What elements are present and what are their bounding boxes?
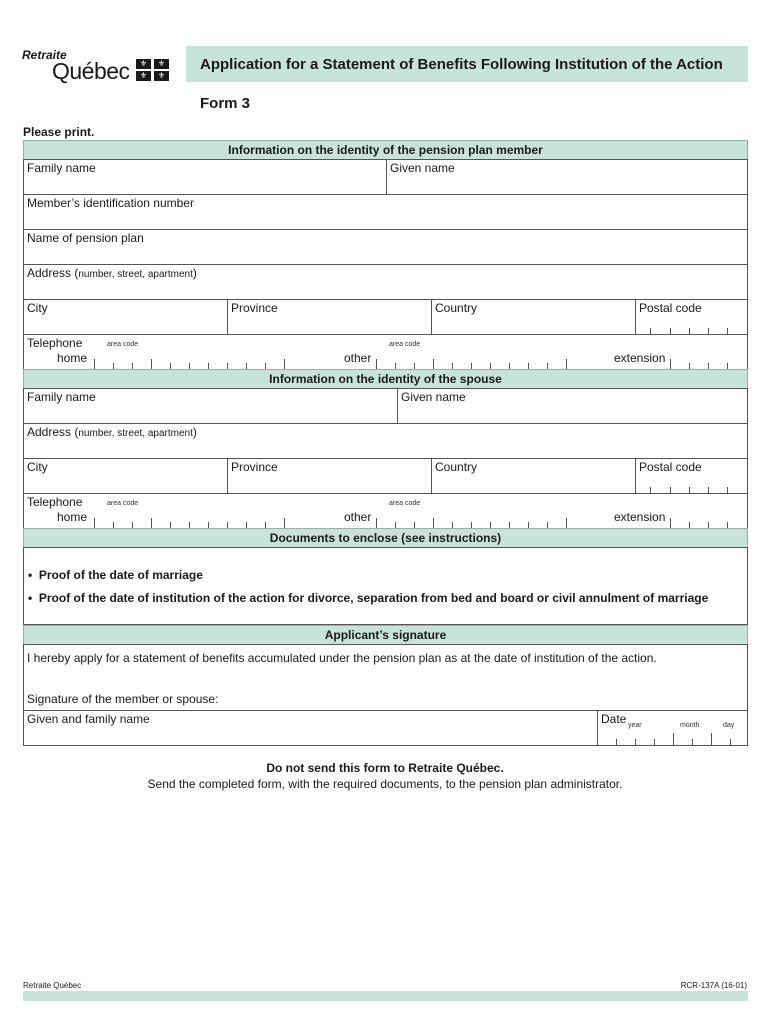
- logo-subtitle: Retraite: [22, 48, 67, 62]
- member-city-field[interactable]: City: [27, 301, 48, 315]
- spouse-name-row: [23, 388, 748, 424]
- send-instruction: Send the completed form, with the required documents, to the pension plan administrator.: [147, 777, 623, 791]
- spouse-telephone-row: Telephone area code area code home other extension: [23, 493, 748, 529]
- spouse-telephone-label: Telephone: [27, 495, 83, 509]
- documents-list: [23, 547, 748, 625]
- spouse-given-name-field[interactable]: Given name: [397, 389, 398, 423]
- document-item-action: • Proof of the date of institution of the action for divorce, separation from bed and board or civil annulment of marriage: [28, 591, 709, 605]
- signature-statement: I hereby apply for a statement of benefits accumulated under the pension plan as at the date of institution of the action.: [27, 651, 657, 665]
- member-telephone-label: Telephone: [27, 336, 83, 350]
- spouse-extension-field[interactable]: extension: [614, 510, 666, 524]
- spouse-country-field[interactable]: Country: [431, 459, 432, 493]
- member-country-field[interactable]: Country: [431, 300, 432, 334]
- footer-organization: Retraite Québec: [23, 981, 82, 990]
- do-not-send-warning: Do not send this form to Retraite Québec.: [266, 761, 504, 775]
- member-province-field[interactable]: Province: [227, 300, 228, 334]
- logo-wordmark: Québec: [52, 58, 130, 84]
- spouse-province-field[interactable]: Province: [227, 459, 228, 493]
- member-address-field[interactable]: Address (number, street, apartment): [23, 264, 748, 300]
- member-id-number-field[interactable]: Member’s identification number: [23, 194, 748, 230]
- member-other-phone-field[interactable]: other: [344, 351, 372, 365]
- spouse-home-phone-field[interactable]: home: [57, 510, 88, 524]
- spouse-address-field[interactable]: Address (number, street, apartment): [23, 423, 748, 459]
- spouse-postal-code-field[interactable]: Postal code: [635, 459, 636, 493]
- member-family-name-field[interactable]: Family name: [27, 161, 96, 175]
- member-postal-code-field[interactable]: Postal code: [635, 300, 636, 334]
- member-given-name-field[interactable]: Given name: [386, 160, 387, 194]
- please-print-note: Please print.: [23, 125, 95, 139]
- quebec-flag-icon: ⚜ ⚜ ⚜ ⚜: [136, 59, 170, 81]
- member-telephone-row: Telephone area code area code home other extension: [23, 334, 748, 370]
- footer-band: [23, 991, 748, 1001]
- member-section-heading: Information on the identity of the pension plan member: [23, 140, 748, 160]
- spouse-other-phone-field[interactable]: other: [344, 510, 372, 524]
- form-title-band: [186, 46, 748, 82]
- retraite-quebec-logo: [22, 48, 172, 88]
- member-name-row: [23, 159, 748, 195]
- documents-section-heading: Documents to enclose (see instructions): [23, 528, 748, 548]
- given-family-name-field[interactable]: Given and family name: [27, 712, 150, 726]
- signature-section-heading: Applicant’s signature: [23, 625, 748, 645]
- form-title: Application for a Statement of Benefits Following Institution of the Action: [200, 56, 723, 73]
- signature-statement-box: [23, 644, 748, 711]
- footer-form-code: RCR-137A (16-01): [680, 981, 747, 990]
- form-number: Form 3: [200, 95, 251, 112]
- signature-name-row: [23, 710, 748, 746]
- signature-date-field[interactable]: Date year month day: [597, 711, 598, 745]
- spouse-family-name-field[interactable]: Family name: [27, 390, 96, 404]
- member-extension-field[interactable]: extension: [614, 351, 666, 365]
- spouse-city-field[interactable]: City: [27, 460, 48, 474]
- signature-label: Signature of the member or spouse:: [27, 692, 219, 706]
- member-home-phone-field[interactable]: home: [57, 351, 88, 365]
- spouse-section-heading: Information on the identity of the spouse: [23, 369, 748, 389]
- pension-plan-name-field[interactable]: Name of pension plan: [23, 229, 748, 265]
- document-item-marriage: • Proof of the date of marriage: [28, 568, 203, 582]
- spouse-location-row: [23, 458, 748, 494]
- member-location-row: [23, 299, 748, 335]
